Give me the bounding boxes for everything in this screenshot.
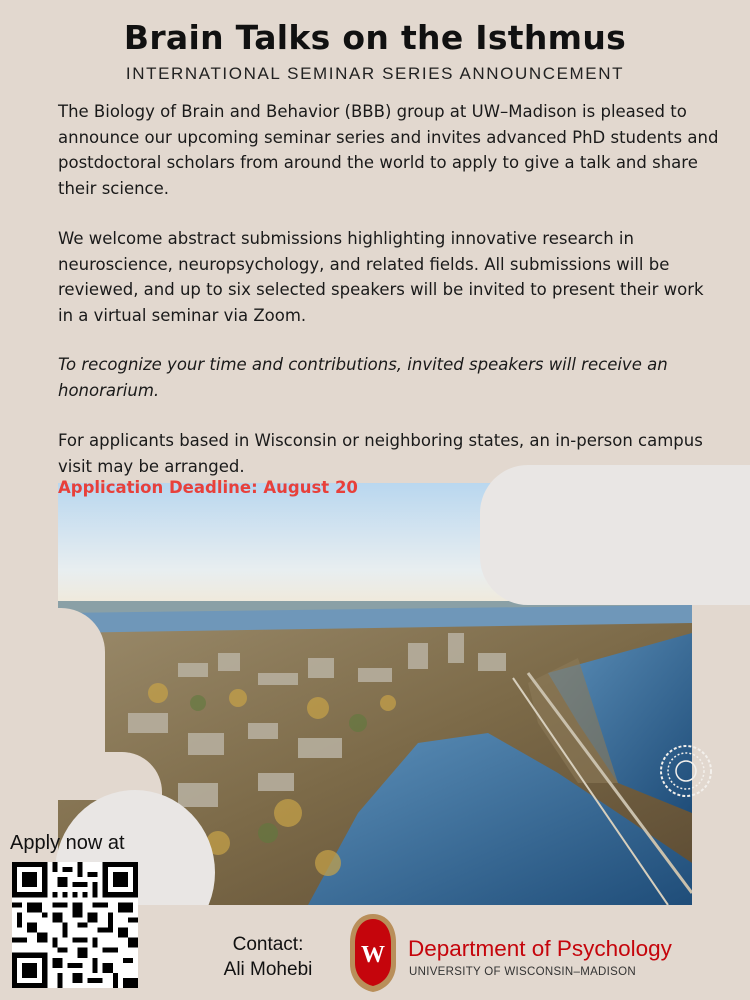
uw-crest-icon xyxy=(347,912,399,994)
decorative-shape-right xyxy=(480,465,750,605)
intro-paragraph: The Biology of Brain and Behavior (BBB) group at UW–Madison is pleased to announce our upcoming seminar series and invites advanced PhD students and postdoctoral scholars from around the world to apply to give a talk and share their science. xyxy=(58,102,719,198)
honorarium-paragraph: To recognize your time and contributions, invited speakers will receive an honorarium. xyxy=(58,355,668,400)
contact-label: Contact: xyxy=(232,934,304,955)
poster-title: Brain Talks on the Isthmus xyxy=(123,18,627,57)
university-name: UNIVERSITY OF WISCONSIN–MADISON xyxy=(409,966,636,978)
department-name: Department of Psychology xyxy=(408,936,672,961)
submission-paragraph: We welcome abstract submissions highlighting innovative research in neuroscience, neuropsychology, and related fields. All submissions will be reviewed, and up to six selected speakers will be invited to present their work in a virtual seminar via Zoom. xyxy=(58,229,704,325)
svg-text:W: W xyxy=(361,942,385,968)
apply-qr-code[interactable] xyxy=(12,862,138,988)
contact-name: Ali Mohebi xyxy=(223,959,313,980)
campus-visit-paragraph: For applicants based in Wisconsin or neighboring states, an in-person campus visit may be arranged. xyxy=(58,431,703,476)
apply-label: Apply now at xyxy=(10,832,125,854)
application-deadline: Application Deadline: August 20 xyxy=(58,478,358,497)
contact-block xyxy=(208,932,328,982)
decorative-stamp-icon xyxy=(656,744,716,798)
poster-subtitle: INTERNATIONAL SEMINAR SERIES ANNOUNCEMENT xyxy=(125,64,625,83)
